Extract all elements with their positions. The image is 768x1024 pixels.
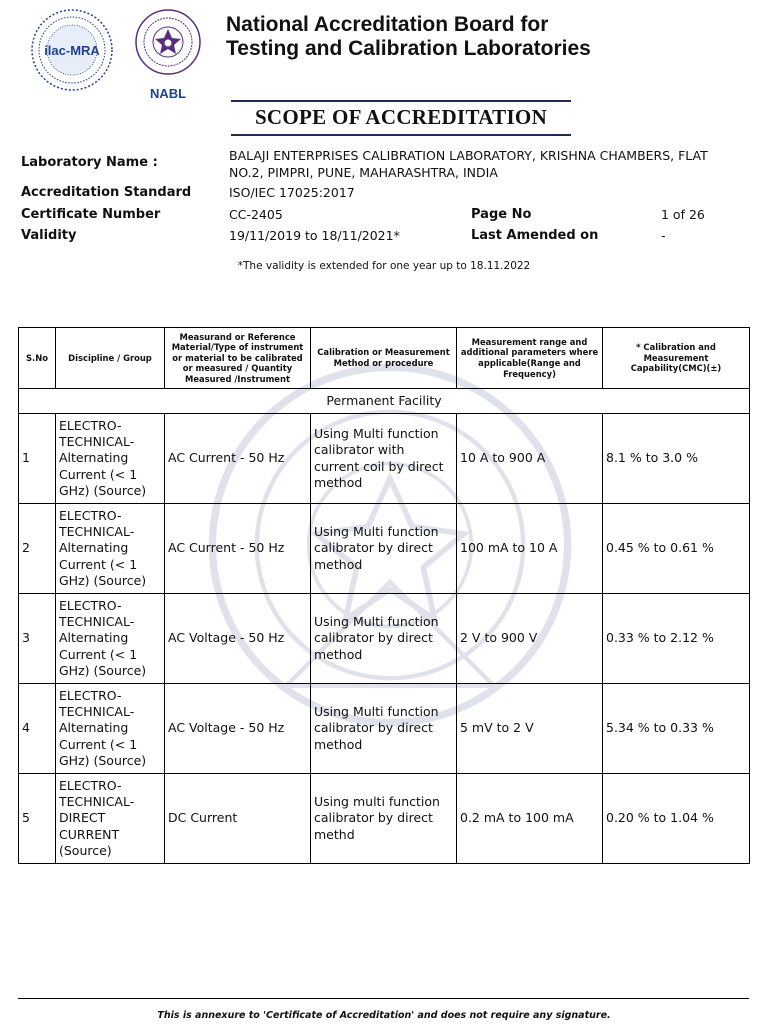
standard-value: ISO/IEC 17025:2017 — [229, 185, 355, 200]
scope-table — [18, 327, 750, 864]
scope-title: SCOPE OF ACCREDITATION — [231, 100, 571, 136]
last-amended-value: - — [661, 228, 666, 243]
org-name-line2: Testing and Calibration Laboratories — [226, 36, 591, 60]
cell-cmc: 5.34 % to 0.33 % — [603, 684, 750, 774]
facility-label: Permanent Facility — [19, 389, 750, 414]
cell-sno: 5 — [19, 774, 56, 864]
cell-method: Using Multi function calibrator with current coil by direct method — [311, 414, 457, 504]
cell-discipline: ELECTRO-TECHNICAL-Alternating Current (< 1 GHz) (Source) — [56, 414, 165, 504]
footer-divider — [18, 998, 749, 999]
ilac-logo-text: ilac-MRA — [44, 43, 100, 58]
cell-range: 10 A to 900 A — [457, 414, 603, 504]
org-name-line1: National Accreditation Board for — [226, 13, 549, 36]
cell-method: Using Multi function calibrator by direct method — [311, 504, 457, 594]
last-amended-label: Last Amended on — [471, 228, 599, 243]
certificate-label: Certificate Number — [21, 207, 161, 222]
validity-value: 19/11/2019 to 18/11/2021* — [229, 228, 400, 243]
nabl-logo-text: NABL — [149, 86, 187, 101]
cell-range: 0.2 mA to 100 mA — [457, 774, 603, 864]
cell-measurand: DC Current — [165, 774, 311, 864]
validity-note: *The validity is extended for one year up to 18.11.2022 — [237, 260, 531, 272]
table-row — [19, 504, 750, 594]
cell-method: Using Multi function calibrator by direct method — [311, 594, 457, 684]
nabl-logo — [132, 8, 204, 102]
ilac-mra-logo — [30, 8, 114, 92]
cell-discipline: ELECTRO-TECHNICAL-Alternating Current (< 1 GHz) (Source) — [56, 684, 165, 774]
cell-range: 2 V to 900 V — [457, 594, 603, 684]
cell-range: 100 mA to 10 A — [457, 504, 603, 594]
lab-name-label: Laboratory Name : — [21, 155, 158, 170]
organization-name — [226, 13, 591, 60]
cell-sno: 4 — [19, 684, 56, 774]
cell-discipline: ELECTRO-TECHNICAL-Alternating Current (< 1 GHz) (Source) — [56, 594, 165, 684]
cell-measurand: AC Current - 50 Hz — [165, 414, 311, 504]
header-method: Calibration or Measurement Method or procedure — [311, 328, 457, 389]
cell-measurand: AC Voltage - 50 Hz — [165, 684, 311, 774]
cell-method: Using multi function calibrator by direct methd — [311, 774, 457, 864]
header-range: Measurement range and additional parameters where applicable(Range and Frequency) — [457, 328, 603, 389]
cell-cmc: 0.45 % to 0.61 % — [603, 504, 750, 594]
cell-cmc: 8.1 % to 3.0 % — [603, 414, 750, 504]
lab-name-value: BALAJI ENTERPRISES CALIBRATION LABORATORY, KRISHNA CHAMBERS, FLAT NO.2, PIMPRI, PUNE, MAHARASHTRA, INDIA — [229, 148, 708, 180]
footer-note: This is annexure to 'Certificate of Accreditation' and does not require any signature. — [157, 1010, 611, 1021]
cell-sno: 3 — [19, 594, 56, 684]
table-header-row — [19, 328, 750, 389]
cell-cmc: 0.33 % to 2.12 % — [603, 594, 750, 684]
page-no-label: Page No — [471, 207, 532, 222]
cell-discipline: ELECTRO-TECHNICAL-Alternating Current (< 1 GHz) (Source) — [56, 504, 165, 594]
table-row — [19, 594, 750, 684]
cell-sno: 2 — [19, 504, 56, 594]
header-sno: S.No — [19, 328, 56, 389]
cell-method: Using Multi function calibrator by direct method — [311, 684, 457, 774]
facility-row — [19, 389, 750, 414]
table-row — [19, 774, 750, 864]
header-cmc: * Calibration and Measurement Capability(CMC)(±) — [603, 328, 750, 389]
cell-measurand: AC Current - 50 Hz — [165, 504, 311, 594]
validity-label: Validity — [21, 228, 77, 243]
header-discipline: Discipline / Group — [56, 328, 165, 389]
page-no-value: 1 of 26 — [661, 207, 705, 222]
cell-range: 5 mV to 2 V — [457, 684, 603, 774]
certificate-value: CC-2405 — [229, 207, 283, 222]
table-row — [19, 414, 750, 504]
header-measurand: Measurand or Reference Material/Type of instrument or material to be calibrated or measured / Quantity Measured /Instrument — [165, 328, 311, 389]
cell-measurand: AC Voltage - 50 Hz — [165, 594, 311, 684]
cell-sno: 1 — [19, 414, 56, 504]
table-row — [19, 684, 750, 774]
cell-cmc: 0.20 % to 1.04 % — [603, 774, 750, 864]
cell-discipline: ELECTRO-TECHNICAL-DIRECT CURRENT (Source) — [56, 774, 165, 864]
standard-label: Accreditation Standard — [21, 185, 192, 200]
